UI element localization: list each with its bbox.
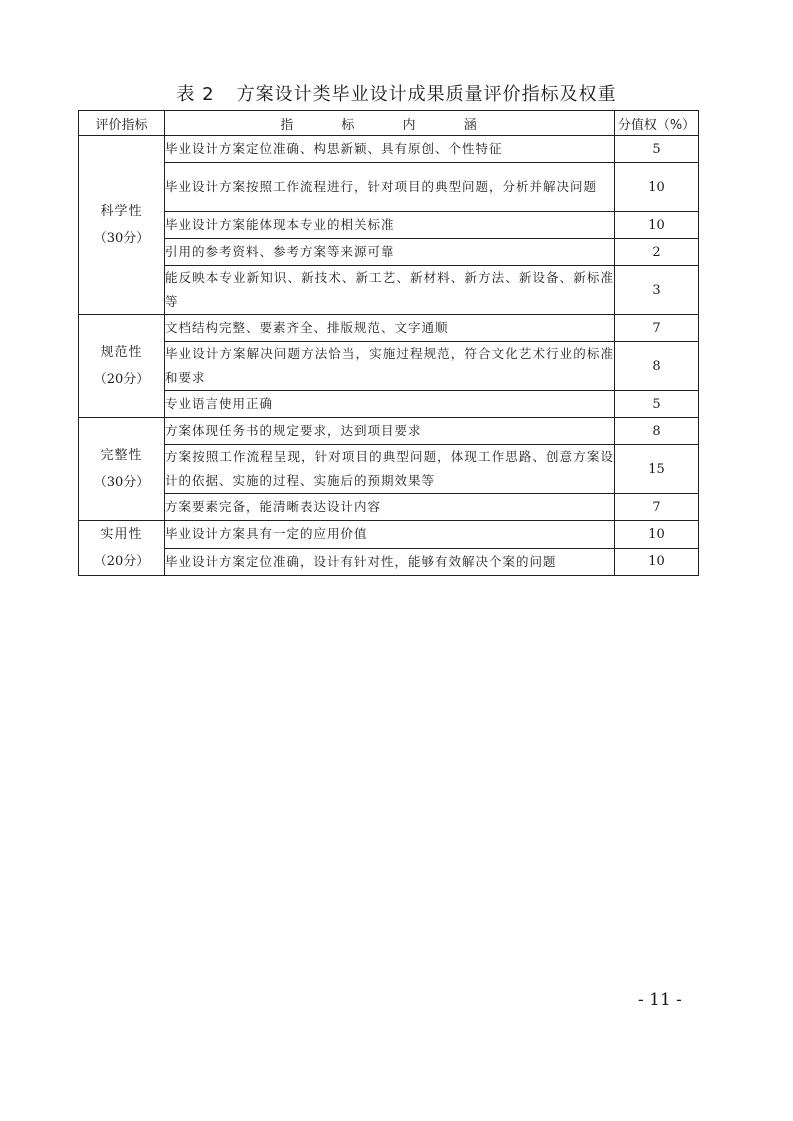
indicator-content: 文档结构完整、要素齐全、排版规范、文字通顺 bbox=[165, 315, 615, 342]
table-row bbox=[79, 315, 699, 342]
table-number: 表 2 bbox=[176, 84, 215, 105]
table-row bbox=[79, 212, 699, 239]
category-score: （30分） bbox=[93, 231, 150, 246]
category-name: 完整性 bbox=[100, 448, 143, 463]
indicator-content: 毕业设计方案解决问题方法恰当，实施过程规范，符合文化艺术行业的标准和要求 bbox=[165, 342, 615, 391]
indicator-weight: 7 bbox=[615, 315, 699, 342]
category-name: 规范性 bbox=[100, 345, 143, 360]
category-name: 科学性 bbox=[100, 204, 143, 219]
category-score: （20分） bbox=[93, 372, 150, 387]
indicator-weight: 5 bbox=[615, 391, 699, 418]
category-cell-science bbox=[79, 136, 165, 315]
indicator-content: 方案按照工作流程呈现，针对项目的典型问题，体现工作思路、创意方案设计的依据、实施的过程、实施后的预期效果等 bbox=[165, 445, 615, 494]
indicator-weight: 3 bbox=[615, 266, 699, 315]
category-score: （30分） bbox=[93, 475, 150, 490]
indicator-content: 方案体现任务书的规定要求，达到项目要求 bbox=[165, 418, 615, 445]
indicator-content: 能反映本专业新知识、新技术、新工艺、新材料、新方法、新设备、新标准等 bbox=[165, 266, 615, 315]
table-caption bbox=[0, 80, 793, 106]
indicator-weight: 10 bbox=[615, 212, 699, 239]
indicator-weight: 8 bbox=[615, 418, 699, 445]
category-cell-practicality bbox=[79, 521, 165, 576]
indicator-weight: 7 bbox=[615, 494, 699, 521]
header-content bbox=[165, 111, 615, 136]
indicator-content: 毕业设计方案定位准确，设计有针对性，能够有效解决个案的问题 bbox=[165, 548, 615, 576]
indicator-weight: 15 bbox=[615, 445, 699, 494]
indicator-weight: 10 bbox=[615, 521, 699, 549]
table-row bbox=[79, 136, 699, 163]
indicator-content: 引用的参考资料、参考方案等来源可靠 bbox=[165, 239, 615, 266]
evaluation-table bbox=[78, 110, 699, 576]
table-title: 方案设计类毕业设计成果质量评价指标及权重 bbox=[236, 84, 617, 105]
indicator-content: 方案要素完备，能清晰表达设计内容 bbox=[165, 494, 615, 521]
header-category: 评价指标 bbox=[79, 111, 165, 136]
table-row bbox=[79, 391, 699, 418]
indicator-content: 毕业设计方案能体现本专业的相关标准 bbox=[165, 212, 615, 239]
indicator-weight: 5 bbox=[615, 136, 699, 163]
table-row bbox=[79, 163, 699, 212]
header-weight: 分值权（%） bbox=[615, 111, 699, 136]
table-row bbox=[79, 445, 699, 494]
header-content-label: 指 标 内 涵 bbox=[280, 117, 499, 133]
indicator-content: 毕业设计方案定位准确、构思新颖、具有原创、个性特征 bbox=[165, 136, 615, 163]
indicator-weight: 8 bbox=[615, 342, 699, 391]
table-row bbox=[79, 266, 699, 315]
category-cell-standard bbox=[79, 315, 165, 418]
indicator-content: 毕业设计方案具有一定的应用价值 bbox=[165, 521, 615, 549]
table-row bbox=[79, 418, 699, 445]
table-row bbox=[79, 548, 699, 576]
category-cell-completeness bbox=[79, 418, 165, 521]
indicator-content: 专业语言使用正确 bbox=[165, 391, 615, 418]
table-row bbox=[79, 342, 699, 391]
table-row bbox=[79, 239, 699, 266]
page-number: - 11 - bbox=[638, 990, 682, 1010]
indicator-weight: 10 bbox=[615, 163, 699, 212]
indicator-weight: 2 bbox=[615, 239, 699, 266]
category-score: （20分） bbox=[93, 554, 150, 569]
table-row bbox=[79, 521, 699, 549]
table-header-row bbox=[79, 111, 699, 136]
indicator-weight: 10 bbox=[615, 548, 699, 576]
indicator-content: 毕业设计方案按照工作流程进行，针对项目的典型问题，分析并解决问题 bbox=[165, 163, 615, 212]
category-name: 实用性 bbox=[100, 527, 143, 542]
table-row bbox=[79, 494, 699, 521]
